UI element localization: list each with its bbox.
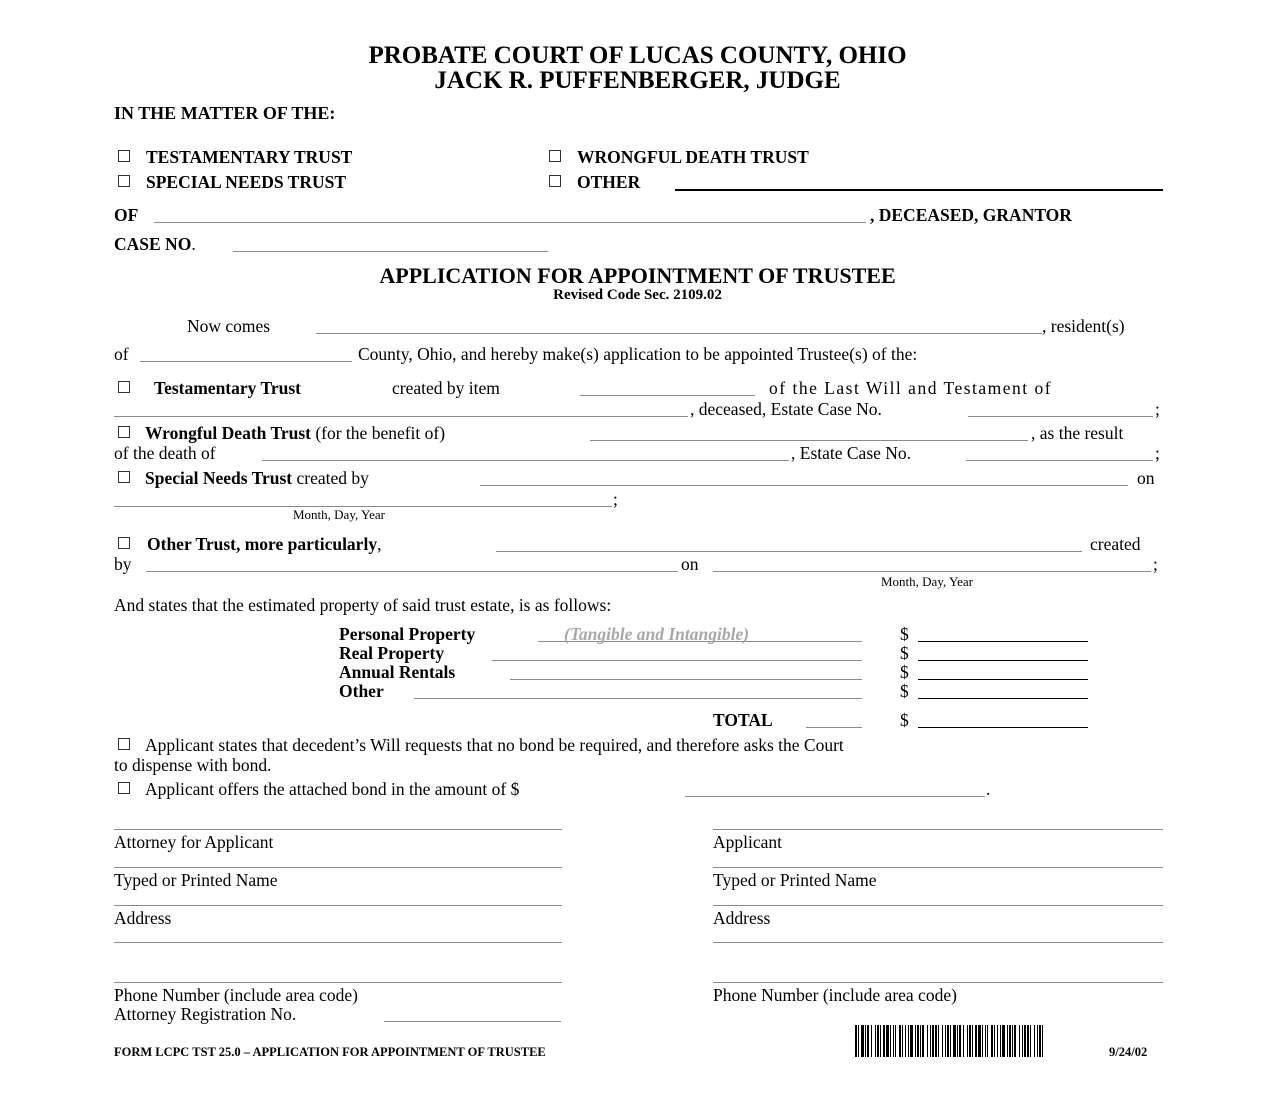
wrongful-death-body-checkbox[interactable] [118,426,130,438]
barcode-bar [953,1025,956,1057]
applicant-phone-label: Phone Number (include area code) [713,985,957,1005]
court-title: PROBATE COURT OF LUCAS COUNTY, OHIO [368,42,907,69]
special-needs-line [145,470,369,488]
barcode-bar [959,1025,961,1057]
applicant-address-field[interactable] [713,905,1163,906]
states-property-text: And states that the estimated property of said trust estate, is as follows: [114,595,612,615]
matter-label: IN THE MATTER OF THE: [114,103,336,123]
rentals-line [510,679,862,680]
barcode-bar [1030,1025,1031,1057]
applicant-label: Applicant [713,832,783,852]
last-will-text: of the Last Will and Testament of [769,378,1053,398]
wrongful-estate-case-field[interactable] [966,460,1153,461]
other-trust-line [147,536,381,554]
bond-amount-field[interactable] [685,796,985,797]
barcode-bar [1027,1025,1029,1057]
attorney-address-label: Address [114,908,172,928]
other-amount-field[interactable] [918,698,1088,699]
barcode-bar [972,1025,973,1057]
barcode-bar [1039,1025,1041,1057]
applicant-address-line-2[interactable] [713,942,1163,943]
barcode-bar [855,1025,857,1057]
barcode-bar [950,1025,951,1057]
barcode-bar [1037,1025,1038,1057]
on-text: on [1137,468,1155,488]
personal-property-hint: (Tangible and Intangible) [564,624,750,644]
of-label: OF [114,205,139,225]
case-no-text: CASE NO [114,234,192,254]
barcode-bar [895,1025,896,1057]
other-date-field[interactable] [713,571,1151,572]
real-property-label: Real Property [339,643,445,663]
on-text-2: on [681,554,699,574]
real-currency: $ [900,643,909,663]
of-text: of [114,344,129,364]
barcode-bar [1034,1025,1035,1057]
total-line [806,727,862,728]
attorney-phone-field[interactable] [114,982,562,983]
no-bond-text-cont: to dispense with bond. [114,755,272,775]
barcode-bar [883,1025,885,1057]
special-date-hint: Month, Day, Year [293,507,385,522]
judge-name: JACK R. PUFFENBERGER, JUDGE [434,67,841,94]
testamentary-body-checkbox[interactable] [118,381,130,393]
barcode-bar [975,1025,977,1057]
personal-amount-field[interactable] [918,641,1088,642]
barcode-bar [867,1025,869,1057]
barcode-bar [1024,1025,1026,1057]
barcode-bar [985,1025,986,1057]
other-property-line [414,698,862,699]
beneficiary-field[interactable] [590,440,1028,441]
barcode-bar [1002,1025,1005,1057]
barcode-bar [991,1025,993,1057]
death-of-text: of the death of [114,443,216,463]
attorney-signature-field[interactable] [114,829,562,830]
personal-property-label: Personal Property [339,624,476,644]
as-result-text: , as the result [1031,423,1124,443]
barcode-bar [1000,1025,1001,1057]
attorney-registration-label: Attorney Registration No. [114,1004,297,1024]
other-property-label: Other [339,681,384,701]
applicant-signature-field[interactable] [713,829,1163,830]
created-text: created [1090,534,1141,554]
case-no-dot: . [191,234,196,254]
special-needs-trust-checkbox[interactable] [118,175,130,187]
created-by-text: created by [296,468,369,488]
barcode-image [855,1025,1043,1057]
special-needs-body-label: Special Needs Trust [145,468,293,488]
barcode-bar [861,1025,864,1057]
semicolon-4: ; [1153,554,1158,574]
barcode-bar [945,1025,946,1057]
barcode-bar [947,1025,949,1057]
attorney-phone-label: Phone Number (include area code) [114,985,358,1005]
personal-currency: $ [900,624,909,644]
other-trust-checkbox[interactable] [549,175,561,187]
annual-rentals-label: Annual Rentals [339,662,456,682]
barcode-bar [935,1025,937,1057]
attorney-address-field[interactable] [114,905,562,906]
by-text: by [114,554,132,574]
other-trust-body-checkbox[interactable] [118,537,130,549]
barcode-bar [890,1025,891,1057]
offer-bond-text: Applicant offers the attached bond in the amount of $ [145,779,520,799]
wrongful-death-line [145,425,445,443]
barcode-bar [963,1025,964,1057]
barcode-bar [858,1025,859,1057]
barcode-bar [915,1025,916,1057]
form-id: FORM LCPC TST 25.0 – APPLICATION FOR APPOINTMENT OF TRUSTEE [114,1045,546,1059]
deceased-estate-text: , deceased, Estate Case No. [690,399,882,419]
barcode-bar [1009,1025,1011,1057]
for-benefit-text: (for the benefit of) [315,423,446,443]
other-creator-field[interactable] [146,571,678,572]
county-text: County, Ohio, and hereby make(s) application to be appointed Trustee(s) of the: [358,344,918,364]
barcode-bar [932,1025,934,1057]
total-amount-field[interactable] [918,727,1088,728]
form-date: 9/24/02 [1109,1045,1148,1059]
barcode-bar [1042,1025,1043,1057]
other-date-hint: Month, Day, Year [881,574,973,589]
testamentary-trust-label: TESTAMENTARY TRUST [146,147,353,167]
deceased-grantor-label: , DECEASED, GRANTOR [870,205,1072,225]
barcode-bar [899,1025,901,1057]
barcode-bar [994,1025,995,1057]
offer-bond-checkbox[interactable] [118,782,130,794]
item-number-field[interactable] [580,395,755,396]
semicolon-2: ; [1155,443,1160,463]
barcode-bar [910,1025,913,1057]
no-bond-text: Applicant states that decedent’s Will requests that no bond be required, and therefore asks the Court [145,735,844,755]
applicant-typed-name-label: Typed or Printed Name [713,870,877,890]
barcode-bar [880,1025,881,1057]
barcode-bar [1007,1025,1008,1057]
barcode-bar [957,1025,958,1057]
barcode-bar [982,1025,983,1057]
special-needs-body-checkbox[interactable] [118,471,130,483]
case-no-label [114,236,196,254]
form-title: APPLICATION FOR APPOINTMENT OF TRUSTEE [379,263,896,288]
now-comes-text: Now comes [187,316,271,336]
total-currency: $ [900,710,909,730]
comma-text: , [377,534,382,554]
testamentary-trust-checkbox[interactable] [118,150,130,162]
testator-name-field[interactable] [114,416,688,417]
real-property-line [492,660,862,661]
rentals-currency: $ [900,662,909,682]
real-amount-field[interactable] [918,660,1088,661]
barcode-bar [927,1025,928,1057]
barcode-bar [1012,1025,1013,1057]
semicolon-3: ; [613,489,618,509]
barcode-bar [1019,1025,1020,1057]
attorney-address-line-2[interactable] [114,942,562,943]
case-no-field[interactable] [233,251,548,252]
barcode-bar [978,1025,981,1057]
estate-case-text: , Estate Case No. [791,443,912,463]
barcode-bar [902,1025,903,1057]
applicant-address-label: Address [713,908,771,928]
residents-text: , resident(s) [1042,316,1125,336]
barcode-bar [886,1025,889,1057]
no-bond-checkbox[interactable] [118,738,130,750]
barcode-bar [1014,1025,1016,1057]
county-field[interactable] [140,361,352,362]
grantor-name-field[interactable] [154,222,866,223]
barcode-bar [877,1025,879,1057]
barcode-bar [917,1025,919,1057]
other-trust-body-label: Other Trust, more particularly [147,534,378,554]
rentals-amount-field[interactable] [918,679,1088,680]
semicolon-1: ; [1155,399,1160,419]
attorney-typed-name-label: Typed or Printed Name [114,870,278,890]
barcode-bar [875,1025,876,1057]
other-trust-field[interactable] [675,189,1163,191]
other-currency: $ [900,681,909,701]
total-label: TOTAL [713,710,773,730]
barcode-bar [908,1025,909,1057]
barcode-bar [930,1025,931,1057]
wrongful-death-trust-checkbox[interactable] [549,150,561,162]
form-subtitle: Revised Code Sec. 2109.02 [553,287,722,303]
barcode-bar [920,1025,921,1057]
wrongful-death-trust-label: WRONGFUL DEATH TRUST [577,147,809,167]
barcode-bar [997,1025,998,1057]
applicant-name-field-2[interactable] [713,867,1163,868]
applicant-name-field[interactable] [316,333,1042,334]
barcode-bar [905,1025,906,1057]
decedent-name-field[interactable] [262,460,789,461]
barcode-bar [865,1025,866,1057]
created-by-item-text: created by item [392,378,500,398]
barcode-bar [1022,1025,1023,1057]
barcode-bar [893,1025,894,1057]
barcode-bar [922,1025,924,1057]
barcode-bar [969,1025,971,1057]
applicant-phone-field[interactable] [713,982,1163,983]
barcode-bar [938,1025,939,1057]
barcode-bar [942,1025,943,1057]
barcode-bar [987,1025,988,1057]
barcode-bar [871,1025,872,1057]
attorney-registration-field[interactable] [384,1021,561,1022]
special-creator-field[interactable] [480,485,1128,486]
testamentary-estate-case-field[interactable] [968,416,1153,417]
special-needs-trust-label: SPECIAL NEEDS TRUST [146,172,347,192]
attorney-label: Attorney for Applicant [114,832,274,852]
testamentary-body-label: Testamentary Trust [154,378,301,398]
other-trust-description-field[interactable] [496,551,1082,552]
attorney-name-field[interactable] [114,867,562,868]
barcode-bar [967,1025,968,1057]
other-trust-label: OTHER [577,172,641,192]
wrongful-death-body-label: Wrongful Death Trust [145,423,311,443]
bond-period: . [986,779,991,799]
